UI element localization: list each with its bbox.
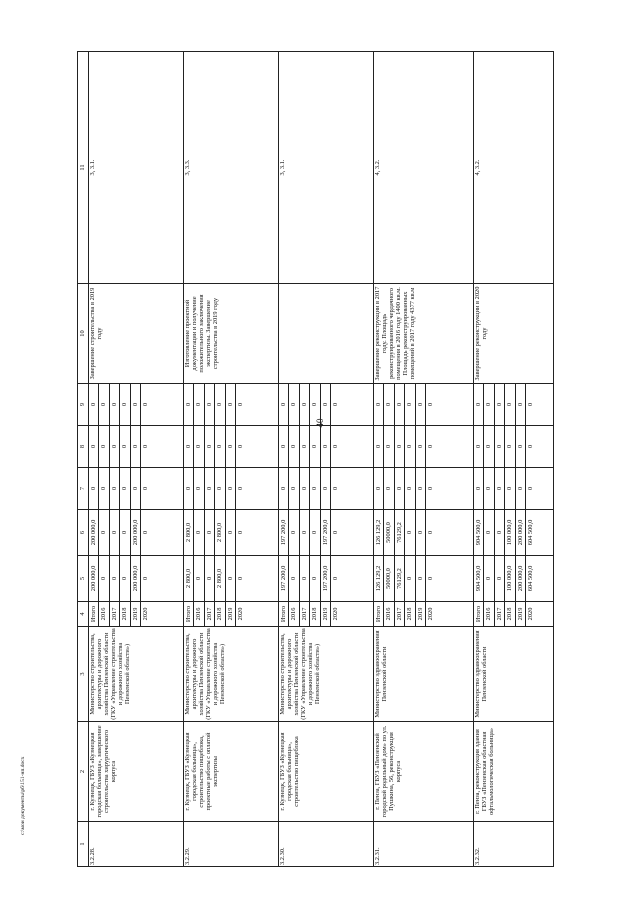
local-budget-value: 0	[280, 444, 287, 449]
year-list-value: 2020	[235, 602, 245, 626]
year-list-value: 2019	[225, 602, 235, 626]
local-budget	[374, 426, 474, 468]
local-budget-value: 0	[185, 444, 192, 449]
header-col-10: 10	[78, 284, 89, 384]
local-budget-value: 0	[193, 426, 203, 467]
total-funding-value: 100 000,0	[504, 556, 514, 601]
other-sources-value: 0	[280, 402, 287, 407]
local-budget-value: 0	[415, 426, 425, 467]
total-funding-value: 76129,2	[394, 556, 404, 601]
regional-budget	[374, 510, 474, 556]
regional-budget-value: 50000,0	[383, 510, 393, 555]
federal-budget-value: 0	[140, 468, 150, 509]
customer-name: Министерство строительства, архитектуры и дорожного хозяйства Пензенской области (ГКУ «Управление строительства и дорожного хозяйства Пензенской области»)	[184, 627, 279, 722]
regional-budget-value: 0	[309, 510, 319, 555]
regional-budget-value: 76129,2	[394, 510, 404, 555]
local-budget-value: 0	[383, 426, 393, 467]
federal-budget	[474, 468, 554, 510]
year-list-value: 2018	[214, 602, 224, 626]
year-list-value: 2016	[383, 602, 393, 626]
local-budget-value: 0	[515, 426, 525, 467]
total-funding-value: 0	[140, 556, 150, 601]
federal-budget-value: 0	[280, 486, 287, 491]
other-sources	[374, 384, 474, 426]
year-list-value: 2019	[130, 602, 140, 626]
year-list-value: 2020	[425, 602, 435, 626]
total-funding-value: 0	[109, 556, 119, 601]
regional-budget-value: 0	[193, 510, 203, 555]
total-funding-value: 0	[330, 556, 340, 601]
total-funding-value: 197 200,0	[320, 556, 330, 601]
federal-budget-value: 0	[299, 468, 309, 509]
page-number: 40	[315, 418, 325, 428]
file-path-footer: c:\мои документы\рб\151-нп.docx	[20, 756, 26, 835]
federal-budget-value: 0	[288, 468, 298, 509]
other-sources-value: 0	[309, 384, 319, 425]
regional-budget-value: 0	[98, 510, 108, 555]
federal-budget-value: 0	[320, 468, 330, 509]
regional-budget-value: 0	[425, 510, 435, 555]
table-row	[474, 52, 554, 867]
year-list-value: 2019	[415, 602, 425, 626]
federal-budget-value: 0	[214, 468, 224, 509]
other-sources-value: 0	[483, 384, 493, 425]
year-list-value: Итого	[475, 605, 482, 623]
year-list-value: 2016	[193, 602, 203, 626]
year-list-value: 2017	[494, 602, 504, 626]
regional-budget	[474, 510, 554, 556]
total-funding-value: 50000,0	[383, 556, 393, 601]
regional-budget-value: 200 000,0	[130, 510, 140, 555]
regional-budget-value: 0	[109, 510, 119, 555]
customer-name: Министерство строительства, архитектуры и дорожного хозяйства Пензенской области (ГКУ «Управление строительства и дорожного хозяйства Пензенской области»)	[89, 627, 184, 722]
total-funding-value: 0	[494, 556, 504, 601]
total-funding-value: 0	[235, 556, 245, 601]
local-budget-value: 0	[525, 426, 535, 467]
local-budget-value: 0	[119, 426, 129, 467]
federal-budget-value: 0	[130, 468, 140, 509]
other-sources-value: 0	[504, 384, 514, 425]
other-sources-value: 0	[494, 384, 504, 425]
total-funding-value: 0	[204, 556, 214, 601]
other-sources-value: 0	[90, 402, 97, 407]
regional-budget-value: 0	[225, 510, 235, 555]
federal-budget-value: 0	[525, 468, 535, 509]
other-sources-value: 0	[288, 384, 298, 425]
expected-result: Завершение реконструкции в 2017 году. Площадь реконструированного чердачного помещения в 2016 году 1400 кв.м. Площадь реконструированных помещений в 2017 году 4377 кв.м	[374, 284, 474, 384]
total-funding-value: 0	[415, 556, 425, 601]
year-list	[374, 602, 474, 627]
total-funding-value: 0	[193, 556, 203, 601]
federal-budget-value: 0	[475, 486, 482, 491]
row-number: 3.2.32.	[474, 822, 554, 867]
total-funding-value: 0	[483, 556, 493, 601]
federal-budget	[184, 468, 279, 510]
year-list-value: Итого	[375, 605, 382, 623]
federal-budget-value: 0	[383, 468, 393, 509]
federal-budget-value: 0	[330, 468, 340, 509]
federal-budget-value: 0	[425, 468, 435, 509]
object-name: г. Кузнецк, ГБУЗ «Кузнецкая городская больница», строительство пищеблока, проектные работы с оплатой экспертизы	[184, 722, 279, 822]
local-budget-value: 0	[204, 426, 214, 467]
year-list-value: 2018	[119, 602, 129, 626]
row-number: 3.2.30.	[279, 822, 374, 867]
other-sources-value: 0	[130, 384, 140, 425]
local-budget-value: 0	[475, 444, 482, 449]
other-sources-value: 0	[320, 384, 330, 425]
federal-budget-value: 0	[185, 486, 192, 491]
other-sources-value: 0	[204, 384, 214, 425]
total-funding-value: 0	[425, 556, 435, 601]
object-name: г. Кузнецк, ГБУЗ «Кузнецкая городская больница», завершение строительства хирургического корпуса	[89, 722, 184, 822]
other-sources-value: 0	[394, 384, 404, 425]
total-funding-value: 200 000,0	[515, 556, 525, 601]
year-list-value: 2017	[394, 602, 404, 626]
row-number: 3.2.29.	[184, 822, 279, 867]
year-list-value: Итого	[90, 605, 97, 623]
local-budget	[184, 426, 279, 468]
local-budget-value: 0	[425, 426, 435, 467]
local-budget-value: 0	[109, 426, 119, 467]
federal-budget-value: 0	[515, 468, 525, 509]
regional-budget-value: 100 000,0	[504, 510, 514, 555]
local-budget-value: 0	[299, 426, 309, 467]
task-reference: 4, 3.2.	[374, 52, 474, 284]
federal-budget-value: 0	[98, 468, 108, 509]
regional-budget-value: 0	[404, 510, 414, 555]
local-budget	[474, 426, 554, 468]
other-sources-value: 0	[515, 384, 525, 425]
local-budget-value: 0	[494, 426, 504, 467]
other-sources-value: 0	[98, 384, 108, 425]
customer-name: Министерство здравоохранения Пензенской области	[374, 627, 474, 722]
total-funding-value: 604 500,0	[525, 556, 535, 601]
other-sources-value: 0	[330, 384, 340, 425]
task-reference: 4, 3.2.	[474, 52, 554, 284]
task-reference: 3, 3.1.	[279, 52, 374, 284]
local-budget-value: 0	[214, 426, 224, 467]
total-funding-value: 126 129,2	[375, 565, 382, 592]
header-col-1: 1	[78, 822, 89, 867]
row-number: 3.2.28.	[89, 822, 184, 867]
local-budget	[279, 426, 374, 468]
year-list-value: Итого	[185, 605, 192, 623]
federal-budget-value: 0	[494, 468, 504, 509]
expected-result: Изготовление проектной документации и получение положительного заключения экспертизы. Завершение строительства в 2019 году	[184, 284, 279, 384]
year-list-value: 2018	[504, 602, 514, 626]
year-list-value: 2020	[330, 602, 340, 626]
object-name: г. Пенза, ГБУЗ «Пензенский городской родильный дом» по ул. Пушкина, 56, реконструкция корпуса	[374, 722, 474, 822]
total-funding-value: 0	[404, 556, 414, 601]
regional-budget	[184, 510, 279, 556]
federal-budget-value: 0	[415, 468, 425, 509]
customer-name: Министерство здравоохранения Пензенской области	[474, 627, 554, 722]
program-table	[77, 51, 554, 867]
header-col-6: 6	[78, 510, 89, 556]
regional-budget	[89, 510, 184, 556]
local-budget-value: 0	[309, 426, 319, 467]
regional-budget-value: 0	[235, 510, 245, 555]
header-col-5: 5	[78, 556, 89, 602]
local-budget-value: 0	[288, 426, 298, 467]
other-sources-value: 0	[193, 384, 203, 425]
total-funding-value: 904 500,0	[475, 565, 482, 592]
header-col-4: 4	[78, 602, 89, 627]
total-funding-value: 2 800,0	[214, 556, 224, 601]
regional-budget-value: 0	[330, 510, 340, 555]
regional-budget-value: 0	[140, 510, 150, 555]
local-budget-value: 0	[225, 426, 235, 467]
total-funding-value: 0	[98, 556, 108, 601]
header-row	[78, 52, 89, 867]
federal-budget-value: 0	[483, 468, 493, 509]
federal-budget-value: 0	[404, 468, 414, 509]
header-col-9: 9	[78, 384, 89, 426]
year-list-value: 2016	[483, 602, 493, 626]
other-sources-value: 0	[475, 402, 482, 407]
table-row	[279, 52, 374, 867]
total-funding-value: 2 800,0	[185, 568, 192, 589]
other-sources-value: 0	[140, 384, 150, 425]
header-col-7: 7	[78, 468, 89, 510]
regional-budget-value: 0	[415, 510, 425, 555]
regional-budget-value: 0	[288, 510, 298, 555]
federal-budget-value: 0	[109, 468, 119, 509]
regional-budget-value: 200 000,0	[515, 510, 525, 555]
other-sources-value: 0	[214, 384, 224, 425]
federal-budget-value: 0	[204, 468, 214, 509]
local-budget-value: 0	[98, 426, 108, 467]
other-sources-value: 0	[235, 384, 245, 425]
other-sources	[89, 384, 184, 426]
task-reference: 3, 3.3.	[184, 52, 279, 284]
year-list-value: Итого	[280, 605, 287, 623]
regional-budget-value: 0	[494, 510, 504, 555]
year-list-value: 2018	[309, 602, 319, 626]
local-budget-value: 0	[404, 426, 414, 467]
other-sources-value: 0	[375, 402, 382, 407]
federal-budget-value: 0	[193, 468, 203, 509]
local-budget-value: 0	[330, 426, 340, 467]
federal-budget-value: 0	[375, 486, 382, 491]
total-funding-value: 200 000,0	[130, 556, 140, 601]
header-col-8: 8	[78, 426, 89, 468]
total-funding	[474, 556, 554, 602]
year-list-value: 2017	[109, 602, 119, 626]
federal-budget-value: 0	[309, 468, 319, 509]
year-list-value: 2017	[299, 602, 309, 626]
local-budget-value: 0	[235, 426, 245, 467]
expected-result: Завершение реконструкции в 2020 году	[474, 284, 554, 384]
local-budget-value: 0	[90, 444, 97, 449]
local-budget-value: 0	[375, 444, 382, 449]
other-sources-value: 0	[225, 384, 235, 425]
other-sources	[184, 384, 279, 426]
year-list	[474, 602, 554, 627]
year-list-value: 2016	[98, 602, 108, 626]
other-sources-value: 0	[299, 384, 309, 425]
federal-budget-value: 0	[119, 468, 129, 509]
year-list-value: 2016	[288, 602, 298, 626]
year-list-value: 2020	[525, 602, 535, 626]
customer-name: Министерство строительства, архитектуры и дорожного хозяйства Пензенской области (ГКУ «Управление строительства и дорожного хозяйства Пензенской области»)	[279, 627, 374, 722]
rotated-table-container	[77, 52, 557, 867]
regional-budget-value: 0	[483, 510, 493, 555]
total-funding-value: 200 000,0	[90, 565, 97, 592]
regional-budget-value: 197 200,0	[280, 519, 287, 546]
year-list-value: 2018	[404, 602, 414, 626]
other-sources-value: 0	[109, 384, 119, 425]
total-funding-value: 0	[309, 556, 319, 601]
other-sources-value: 0	[185, 402, 192, 407]
total-funding-value: 197 200,0	[280, 565, 287, 592]
federal-budget	[89, 468, 184, 510]
other-sources-value: 0	[119, 384, 129, 425]
regional-budget-value: 2 800,0	[214, 510, 224, 555]
regional-budget-value: 2 800,0	[185, 522, 192, 543]
year-list-value: 2019	[515, 602, 525, 626]
federal-budget-value: 0	[504, 468, 514, 509]
expected-result	[279, 284, 374, 384]
local-budget-value: 0	[320, 426, 330, 467]
regional-budget-value: 126 129,2	[375, 519, 382, 546]
regional-budget-value: 0	[119, 510, 129, 555]
other-sources-value: 0	[404, 384, 414, 425]
other-sources-value: 0	[425, 384, 435, 425]
object-name: г. Пенза, реконструкция здания ГБУЗ «Пензенская областная офтальмологическая больница»	[474, 722, 554, 822]
regional-budget	[279, 510, 374, 556]
total-funding	[374, 556, 474, 602]
regional-budget-value: 604 500,0	[525, 510, 535, 555]
total-funding	[184, 556, 279, 602]
local-budget-value: 0	[140, 426, 150, 467]
row-number: 3.2.31.	[374, 822, 474, 867]
year-list	[279, 602, 374, 627]
total-funding-value: 0	[288, 556, 298, 601]
year-list	[184, 602, 279, 627]
header-col-11: 11	[78, 52, 89, 284]
regional-budget-value: 197 200,0	[320, 510, 330, 555]
regional-budget-value: 0	[204, 510, 214, 555]
regional-budget-value: 200 000,0	[90, 519, 97, 546]
other-sources-value: 0	[525, 384, 535, 425]
federal-budget	[279, 468, 374, 510]
federal-budget-value: 0	[235, 468, 245, 509]
regional-budget-value: 904 500,0	[475, 519, 482, 546]
local-budget-value: 0	[504, 426, 514, 467]
total-funding	[89, 556, 184, 602]
year-list-value: 2019	[320, 602, 330, 626]
regional-budget-value: 0	[299, 510, 309, 555]
federal-budget	[374, 468, 474, 510]
table-row	[89, 52, 184, 867]
total-funding	[279, 556, 374, 602]
local-budget-value: 0	[130, 426, 140, 467]
local-budget-value: 0	[483, 426, 493, 467]
other-sources-value: 0	[415, 384, 425, 425]
table-row	[374, 52, 474, 867]
year-list-value: 2017	[204, 602, 214, 626]
federal-budget-value: 0	[90, 486, 97, 491]
total-funding-value: 0	[225, 556, 235, 601]
header-col-3: 3	[78, 627, 89, 722]
other-sources	[279, 384, 374, 426]
federal-budget-value: 0	[225, 468, 235, 509]
table-row	[184, 52, 279, 867]
header-col-2: 2	[78, 722, 89, 822]
task-reference: 3, 3.1.	[89, 52, 184, 284]
other-sources	[474, 384, 554, 426]
expected-result: Завершение строительства в 2019 году	[89, 284, 184, 384]
local-budget	[89, 426, 184, 468]
federal-budget-value: 0	[394, 468, 404, 509]
year-list	[89, 602, 184, 627]
year-list-value: 2020	[140, 602, 150, 626]
total-funding-value: 0	[299, 556, 309, 601]
other-sources-value: 0	[383, 384, 393, 425]
total-funding-value: 0	[119, 556, 129, 601]
local-budget-value: 0	[394, 426, 404, 467]
object-name: г. Кузнецк, ГБУЗ «Кузнецкая городская больница», строительство пищеблока	[279, 722, 374, 822]
